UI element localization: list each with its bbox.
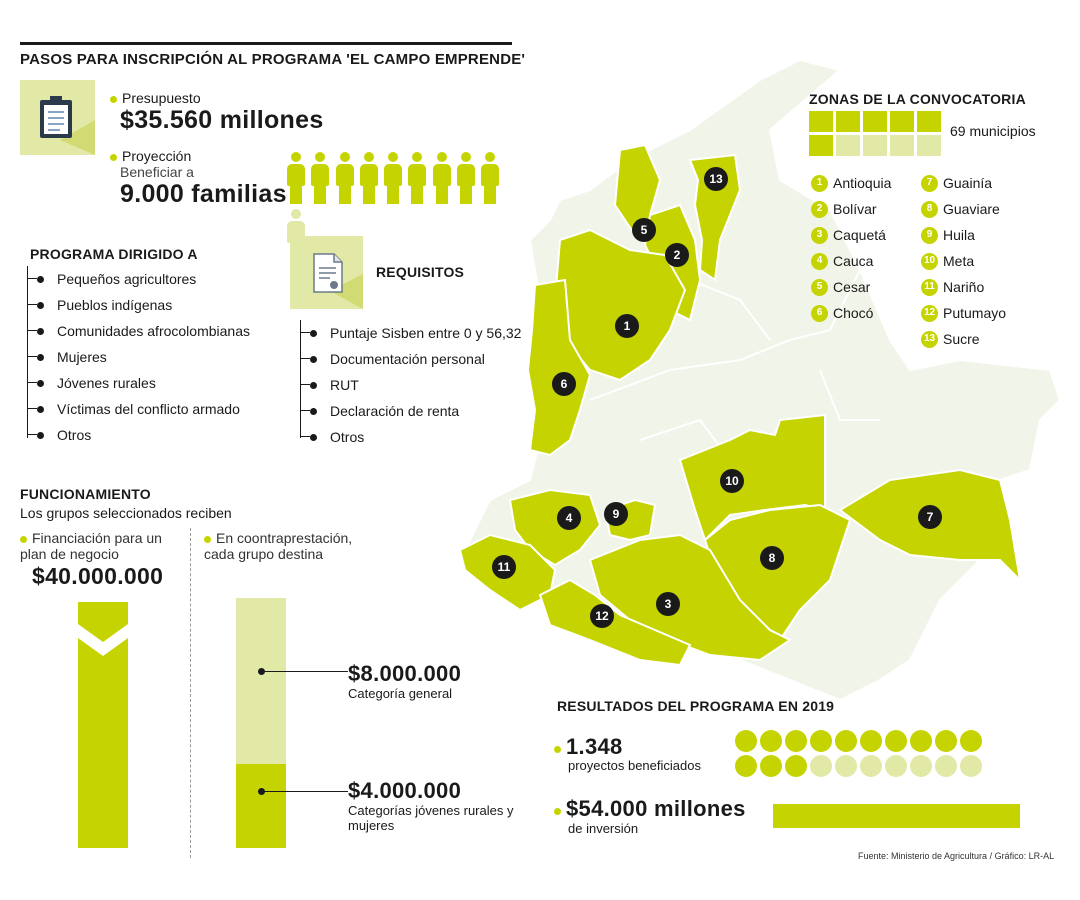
zones-count: 69 municipios bbox=[950, 123, 1036, 139]
budget-label-row bbox=[110, 90, 201, 106]
list-item bbox=[28, 344, 278, 370]
project-circle bbox=[735, 755, 757, 777]
budget-label: Presupuesto bbox=[122, 90, 201, 106]
projects-label: proyectos beneficiados bbox=[568, 758, 701, 773]
section-divider bbox=[190, 528, 191, 858]
list-connector bbox=[300, 410, 310, 411]
svg-text:2: 2 bbox=[673, 248, 681, 262]
project-circle bbox=[785, 730, 807, 752]
svg-text:6: 6 bbox=[560, 377, 568, 391]
operation-subtitle: Los grupos seleccionados reciben bbox=[20, 505, 232, 521]
counterpart-bar bbox=[236, 598, 286, 848]
list-item bbox=[28, 292, 278, 318]
zone-item bbox=[811, 274, 921, 300]
zone-name: Antioquia bbox=[833, 175, 892, 191]
projects-value-row bbox=[554, 734, 623, 760]
project-circle bbox=[860, 730, 882, 752]
project-circle bbox=[835, 730, 857, 752]
projection-label-row bbox=[110, 148, 191, 164]
map-marker-9 bbox=[604, 502, 628, 526]
program-item-label: Víctimas del conflicto armado bbox=[57, 401, 240, 417]
requirements-list bbox=[300, 320, 531, 445]
map-marker-1 bbox=[615, 314, 639, 338]
zone-square bbox=[890, 111, 914, 132]
zone-square bbox=[917, 135, 941, 156]
zone-square bbox=[809, 111, 833, 132]
zone-number-badge: 9 bbox=[921, 227, 938, 244]
zone-square bbox=[809, 135, 833, 156]
list-item bbox=[28, 370, 278, 396]
requirement-item-label: Documentación personal bbox=[330, 351, 485, 367]
svg-text:8: 8 bbox=[768, 551, 776, 565]
project-circle bbox=[760, 730, 782, 752]
bullet-dot bbox=[37, 432, 44, 439]
zone-item bbox=[921, 300, 1031, 326]
investment-label: de inversión bbox=[568, 821, 639, 836]
map-marker-10 bbox=[720, 469, 744, 493]
general-label: Categoría general bbox=[348, 686, 453, 701]
person-icon bbox=[384, 152, 402, 204]
zone-number-badge: 2 bbox=[811, 201, 828, 218]
project-circle bbox=[910, 755, 932, 777]
svg-text:9: 9 bbox=[612, 507, 620, 521]
svg-text:11: 11 bbox=[497, 560, 511, 574]
youth-pointer bbox=[258, 791, 348, 792]
list-connector bbox=[300, 436, 310, 437]
project-circle bbox=[810, 755, 832, 777]
zone-number-badge: 8 bbox=[921, 201, 938, 218]
svg-text:1: 1 bbox=[623, 319, 631, 333]
bullet-dot bbox=[37, 406, 44, 413]
youth-segment bbox=[236, 764, 286, 848]
svg-text:7: 7 bbox=[926, 510, 934, 524]
zone-number-badge: 11 bbox=[921, 279, 938, 296]
zone-item bbox=[921, 274, 1031, 300]
project-circle bbox=[885, 755, 907, 777]
colombia-map bbox=[440, 40, 1080, 700]
financing-label: Financiación para un plan de negocio bbox=[20, 530, 162, 562]
zone-square bbox=[917, 111, 941, 132]
bullet-dot bbox=[37, 276, 44, 283]
program-item-label: Jóvenes rurales bbox=[57, 375, 156, 391]
program-item-label: Pequeños agricultores bbox=[57, 271, 197, 287]
list-connector bbox=[27, 356, 37, 357]
bullet-dot bbox=[20, 536, 27, 543]
zone-name: Guainía bbox=[943, 175, 993, 191]
zone-item bbox=[811, 300, 921, 326]
list-item bbox=[28, 318, 278, 344]
zones-list-col2 bbox=[921, 170, 1031, 352]
zone-number-badge: 1 bbox=[811, 175, 828, 192]
counterpart-label: En coontraprestación, cada grupo destina bbox=[204, 530, 353, 562]
program-item-label: Comunidades afrocolombianas bbox=[57, 323, 250, 339]
zone-item bbox=[811, 222, 921, 248]
operation-title: FUNCIONAMIENTO bbox=[20, 486, 151, 502]
zone-item bbox=[921, 326, 1031, 352]
zones-squares bbox=[809, 111, 949, 159]
general-segment bbox=[236, 598, 286, 764]
zone-name: Bolívar bbox=[833, 201, 877, 217]
requirements-title: REQUISITOS bbox=[376, 264, 465, 280]
header-rule bbox=[20, 42, 512, 45]
requirement-item-label: Otros bbox=[330, 429, 365, 445]
bullet-dot bbox=[110, 154, 117, 161]
project-circle bbox=[910, 730, 932, 752]
zones-list-col1 bbox=[811, 170, 921, 326]
zone-number-badge: 13 bbox=[921, 331, 938, 348]
people-pictogram bbox=[287, 152, 527, 207]
list-connector bbox=[300, 332, 310, 333]
list-item bbox=[301, 424, 531, 450]
map-marker-4 bbox=[557, 506, 581, 530]
list-item bbox=[301, 320, 531, 346]
person-icon bbox=[408, 152, 426, 204]
list-item bbox=[28, 396, 278, 422]
list-connector bbox=[300, 384, 310, 385]
zone-item bbox=[921, 170, 1031, 196]
person-icon bbox=[481, 152, 499, 204]
map-marker-7 bbox=[918, 505, 942, 529]
map-marker-12 bbox=[590, 604, 614, 628]
list-item bbox=[301, 346, 531, 372]
zone-name: Chocó bbox=[833, 305, 874, 321]
requirement-item-label: Puntaje Sisben entre 0 y 56,32 bbox=[330, 325, 522, 341]
project-circle bbox=[835, 755, 857, 777]
bullet-dot bbox=[310, 356, 317, 363]
project-circle bbox=[960, 730, 982, 752]
general-pointer bbox=[258, 671, 348, 672]
zone-item bbox=[921, 248, 1031, 274]
page-title: PASOS PARA INSCRIPCIÓN AL PROGRAMA 'EL CAMPO EMPRENDE' bbox=[20, 51, 526, 68]
zone-number-badge: 4 bbox=[811, 253, 828, 270]
document-icon bbox=[290, 236, 363, 309]
person-icon bbox=[433, 152, 451, 204]
list-connector bbox=[27, 278, 37, 279]
program-list bbox=[27, 266, 278, 443]
zone-name: Guaviare bbox=[943, 201, 1000, 217]
youth-label: Categorías jóvenes rurales y mujeres bbox=[348, 803, 514, 833]
zone-square bbox=[836, 111, 860, 132]
financing-label-row bbox=[20, 530, 190, 562]
svg-text:12: 12 bbox=[595, 609, 609, 623]
project-circle bbox=[935, 730, 957, 752]
project-circle bbox=[810, 730, 832, 752]
bullet-dot bbox=[310, 408, 317, 415]
bullet-dot bbox=[37, 328, 44, 335]
zone-name: Cesar bbox=[833, 279, 871, 295]
list-connector bbox=[27, 408, 37, 409]
zone-square bbox=[890, 135, 914, 156]
map-marker-13 bbox=[704, 167, 728, 191]
projection-label: Proyección bbox=[122, 148, 192, 164]
zone-name: Putumayo bbox=[943, 305, 1007, 321]
zone-name: Meta bbox=[943, 253, 975, 269]
list-item bbox=[301, 398, 531, 424]
program-item-label: Mujeres bbox=[57, 349, 107, 365]
projects-pictogram bbox=[735, 730, 995, 780]
map-marker-3 bbox=[656, 592, 680, 616]
investment-value-row bbox=[554, 796, 746, 822]
investment-value: $54.000 millones bbox=[566, 796, 746, 821]
map-marker-6 bbox=[552, 372, 576, 396]
svg-text:5: 5 bbox=[640, 223, 648, 237]
zone-square bbox=[863, 135, 887, 156]
financing-value: $40.000.000 bbox=[32, 563, 164, 589]
person-icon bbox=[336, 152, 354, 204]
project-circle bbox=[935, 755, 957, 777]
zone-item bbox=[921, 196, 1031, 222]
list-item bbox=[28, 266, 278, 292]
general-value: $8.000.000 bbox=[348, 661, 462, 686]
results-title: RESULTADOS DEL PROGRAMA EN 2019 bbox=[557, 698, 835, 714]
zone-square bbox=[863, 111, 887, 132]
project-circle bbox=[760, 755, 782, 777]
projection-sublabel: Beneficiar a bbox=[120, 164, 194, 180]
bullet-dot bbox=[554, 808, 561, 815]
zone-number-badge: 7 bbox=[921, 175, 938, 192]
map-marker-8 bbox=[760, 546, 784, 570]
source-note: Fuente: Ministerio de Agricultura / Gráfico: LR-AL bbox=[858, 851, 1055, 861]
projection-value: 9.000 familias bbox=[120, 180, 287, 208]
list-connector bbox=[27, 382, 37, 383]
project-circle bbox=[960, 755, 982, 777]
person-icon bbox=[360, 152, 378, 204]
program-title: PROGRAMA DIRIGIDO A bbox=[30, 246, 198, 262]
list-connector bbox=[27, 304, 37, 305]
project-circle bbox=[885, 730, 907, 752]
bullet-dot bbox=[37, 302, 44, 309]
investment-bar bbox=[773, 804, 1020, 828]
zones-title: ZONAS DE LA CONVOCATORIA bbox=[809, 91, 1026, 107]
list-connector bbox=[27, 330, 37, 331]
zone-name: Nariño bbox=[943, 279, 985, 295]
youth-value: $4.000.000 bbox=[348, 778, 462, 803]
list-item bbox=[301, 372, 531, 398]
projects-value: 1.348 bbox=[566, 734, 623, 759]
zone-name: Sucre bbox=[943, 331, 980, 347]
bullet-dot bbox=[37, 354, 44, 361]
svg-text:13: 13 bbox=[709, 172, 723, 186]
zone-number-badge: 10 bbox=[921, 253, 938, 270]
bullet-dot bbox=[310, 330, 317, 337]
bullet-dot bbox=[310, 434, 317, 441]
financing-bar bbox=[78, 602, 128, 848]
project-circle bbox=[785, 755, 807, 777]
zone-item bbox=[811, 248, 921, 274]
map-marker-5 bbox=[632, 218, 656, 242]
bullet-dot bbox=[37, 380, 44, 387]
bullet-dot bbox=[554, 746, 561, 753]
person-icon bbox=[311, 152, 329, 204]
project-circle bbox=[860, 755, 882, 777]
person-icon bbox=[287, 152, 305, 204]
budget-value: $35.560 millones bbox=[120, 106, 324, 134]
map-marker-11 bbox=[492, 555, 516, 579]
svg-text:10: 10 bbox=[725, 474, 739, 488]
bullet-dot bbox=[110, 96, 117, 103]
requirement-item-label: RUT bbox=[330, 377, 359, 393]
svg-text:4: 4 bbox=[565, 511, 573, 525]
project-circle bbox=[735, 730, 757, 752]
list-item bbox=[28, 422, 278, 448]
zone-item bbox=[811, 196, 921, 222]
zone-name: Caquetá bbox=[833, 227, 886, 243]
list-connector bbox=[27, 434, 37, 435]
svg-text:3: 3 bbox=[664, 597, 672, 611]
document-box bbox=[290, 236, 363, 309]
zone-number-badge: 12 bbox=[921, 305, 938, 322]
bullet-dot bbox=[310, 382, 317, 389]
zone-number-badge: 3 bbox=[811, 227, 828, 244]
person-icon bbox=[457, 152, 475, 204]
counterpart-label-row bbox=[204, 530, 369, 562]
requirement-item-label: Declaración de renta bbox=[330, 403, 460, 419]
zone-item bbox=[811, 170, 921, 196]
list-connector bbox=[300, 358, 310, 359]
map-marker-2 bbox=[665, 243, 689, 267]
program-item-label: Otros bbox=[57, 427, 92, 443]
clipboard-icon bbox=[20, 80, 95, 155]
bullet-dot bbox=[204, 536, 211, 543]
zone-number-badge: 6 bbox=[811, 305, 828, 322]
clipboard-box bbox=[20, 80, 95, 155]
program-item-label: Pueblos indígenas bbox=[57, 297, 173, 313]
zone-item bbox=[921, 222, 1031, 248]
zone-name: Cauca bbox=[833, 253, 874, 269]
zone-number-badge: 5 bbox=[811, 279, 828, 296]
zone-square bbox=[836, 135, 860, 156]
zone-name: Huila bbox=[943, 227, 975, 243]
